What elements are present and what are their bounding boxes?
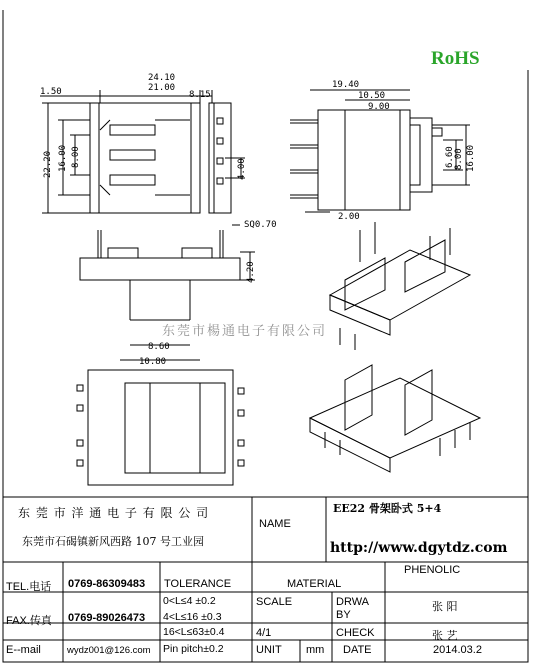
dim-height-16: 16.00 (58, 144, 68, 172)
rohs-badge: RoHS (431, 48, 480, 69)
name-label: NAME (259, 518, 291, 530)
isometric-view-top (330, 222, 470, 350)
email-label: E--mail (6, 644, 41, 656)
unit-label: UNIT (256, 644, 282, 656)
dim-pin-offset: 8.15 (189, 90, 211, 100)
fax-label: FAX.传真 (6, 615, 52, 627)
company-watermark: 东莞市楊通电子有限公司 (162, 324, 328, 339)
dim-bottom-1080: 10.80 (139, 357, 167, 367)
isometric-view-bottom (310, 365, 480, 472)
tel-value: 0769-86309483 (68, 578, 146, 590)
dim-top-width: 24.10 (148, 73, 176, 83)
tolerance-4: Pin pitch±0.2 (163, 643, 224, 655)
unit-value: mm (306, 644, 325, 656)
bottom-view (77, 370, 244, 485)
checked-by-value: 张 艺 (432, 629, 458, 642)
dim-pitch: 4.00 (237, 158, 247, 180)
dim-side-1050: 10.50 (358, 91, 386, 101)
scale-value: 4/1 (256, 627, 272, 639)
dim-height-8: 8.00 (71, 146, 81, 168)
dim-side-200: 2.00 (338, 212, 360, 222)
dim-side-900: 9.00 (368, 102, 390, 112)
date-label: DATE (343, 644, 372, 656)
company-name: 东 莞 市 洋 通 电 子 有 限 公 司 (18, 506, 210, 520)
material-label: MATERIAL (287, 578, 342, 590)
email-value: wydz001@126.com (67, 645, 151, 656)
dim-side-1600: 16.00 (466, 144, 476, 172)
date-value: 2014.03.2 (433, 644, 482, 656)
fax-value: 0769-89026473 (68, 612, 146, 624)
dim-inner-width: 21.00 (148, 83, 176, 93)
dim-side-660: 6.60 (445, 146, 455, 168)
drawn-by-value: 张 阳 (432, 600, 458, 613)
tolerance-label: TOLERANCE (164, 578, 232, 590)
elevation-view (80, 225, 255, 360)
material-value: PHENOLIC (404, 564, 461, 576)
dim-side-800: 8.00 (454, 148, 464, 170)
scale-label: SCALE (256, 596, 293, 608)
dim-side-total: 19.40 (332, 80, 360, 90)
dim-bottom-860: 8.60 (148, 342, 170, 352)
tolerance-1: 0<L≤4 ±0.2 (163, 595, 216, 607)
part-name: EE22 骨架卧式 5+4 (333, 502, 442, 515)
company-address: 东莞市石碣镇新风西路 107 号工业园 (22, 535, 204, 548)
tolerance-3: 16<L≤63±0.4 (163, 626, 225, 638)
check-label: CHECK (336, 627, 375, 639)
website: http://www.dgytdz.com (330, 540, 508, 556)
dim-height-total: 22.20 (43, 150, 53, 178)
dim-pin-square: SQ0.70 (244, 220, 277, 230)
tel-label: TEL.电话 (6, 581, 52, 593)
dim-left-margin: 1.50 (40, 87, 62, 97)
drawn-by-label: DRWA BY (336, 596, 369, 621)
tolerance-2: 4<L≤16 ±0.3 (163, 611, 222, 623)
dim-pin-height: 4.20 (246, 261, 256, 283)
